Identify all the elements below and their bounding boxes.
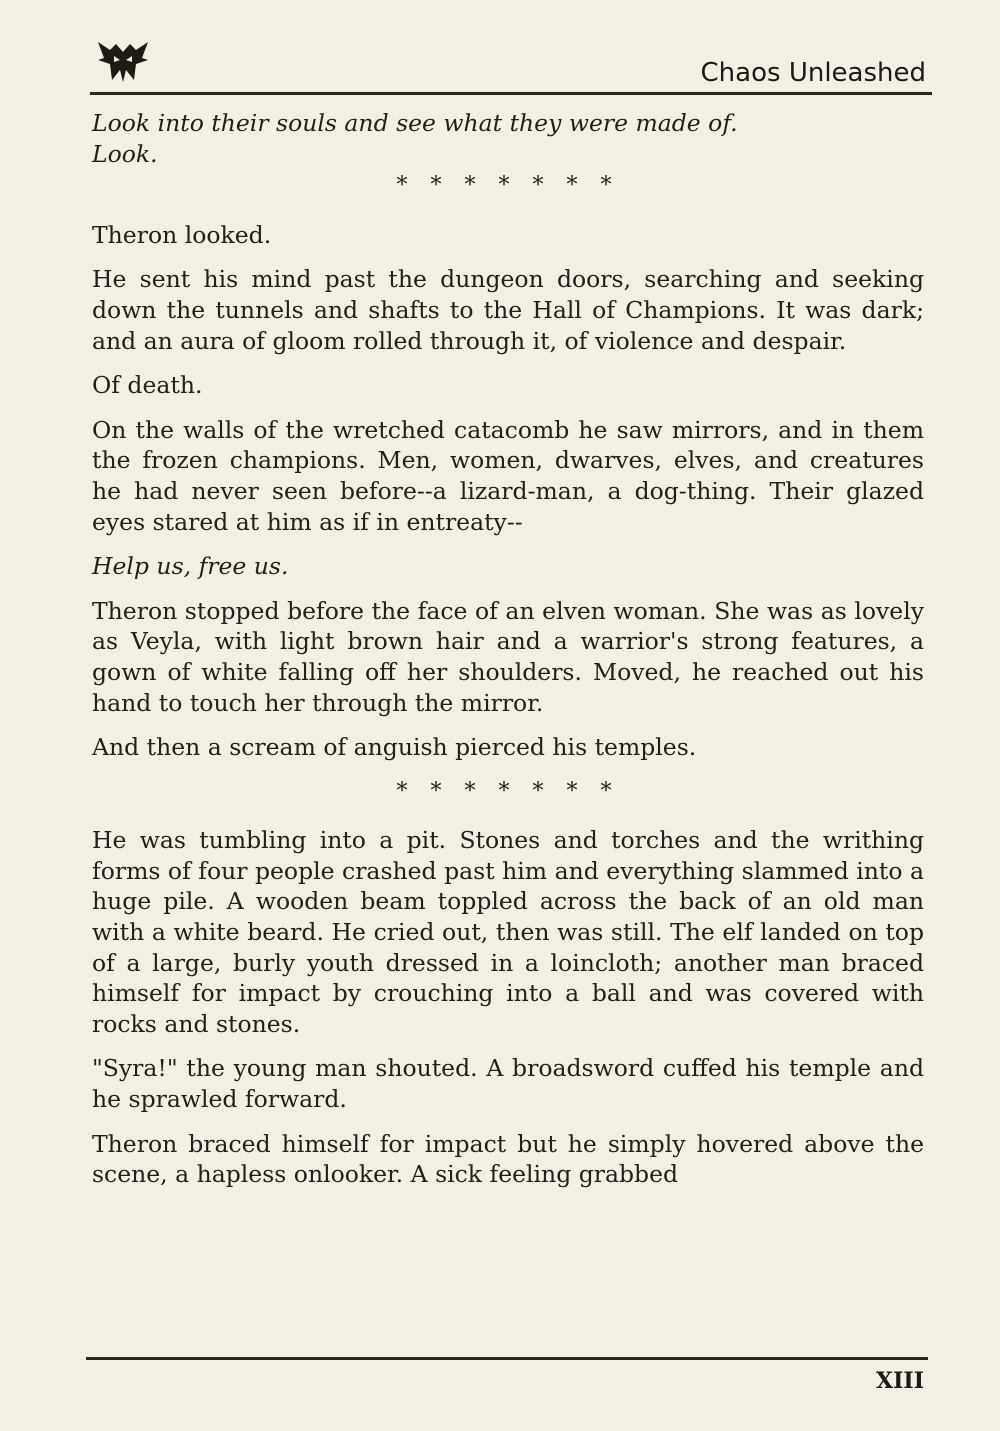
paragraph: He sent his mind past the dungeon doors, searching and seeking down the tunnels and shafts to the Hall of Champions. It was dark; and an aura of gloom rolled through it, of violence and despair.: [92, 265, 924, 355]
paragraph: He was tumbling into a pit. Stones and torches and the writhing forms of four people crashed past him and everything slammed into a huge pile. A wooden beam toppled across the back of an old man with a white beard. He cried out, then was still. The elf landed on top of a large, burly youth dressed in a loincloth; another man braced himself for impact by crouching into a ball and was covered with rocks and stones.: [92, 826, 924, 1038]
footer-rule: [86, 1357, 928, 1360]
page-number: XIII: [876, 1368, 924, 1394]
paragraph: On the walls of the wretched catacomb he saw mirrors, and in them the frozen champions. Men, women, dwarves, elves, and creatures he had never seen before--a lizard-man, a dog-thing. Their glazed eyes stared at him as if in entreaty--: [92, 415, 924, 536]
running-head: Chaos Unleashed: [700, 58, 926, 88]
section-separator: * * * * * * *: [396, 173, 620, 199]
paragraph: And then a scream of anguish pierced his temples.: [92, 733, 697, 762]
paragraph: "Syra!" the young man shouted. A broadsword cuffed his temple and he sprawled forward.: [92, 1054, 924, 1114]
dungeon-master-logo-icon: [96, 40, 150, 84]
paragraph: Look into their souls and see what they were made of.: [92, 109, 738, 137]
paragraph: Look.: [92, 139, 158, 168]
page-body: [92, 108, 924, 1190]
paragraph: Theron stopped before the face of an elven woman. She was as lovely as Veyla, with light brown hair and a warrior's strong features, a gown of white falling off her shoulders. Moved, he reached out his hand to touch her through the mirror.: [92, 596, 924, 717]
paragraph: Of death.: [92, 371, 203, 400]
paragraph: Theron braced himself for impact but he simply hovered above the scene, a hapless onlooker. A sick feeling grabbed: [92, 1129, 924, 1189]
paragraph: Theron looked.: [92, 220, 272, 249]
paragraph: Help us, free us.: [92, 552, 289, 581]
header-rule: [90, 92, 932, 95]
section-separator: * * * * * * *: [396, 778, 620, 804]
